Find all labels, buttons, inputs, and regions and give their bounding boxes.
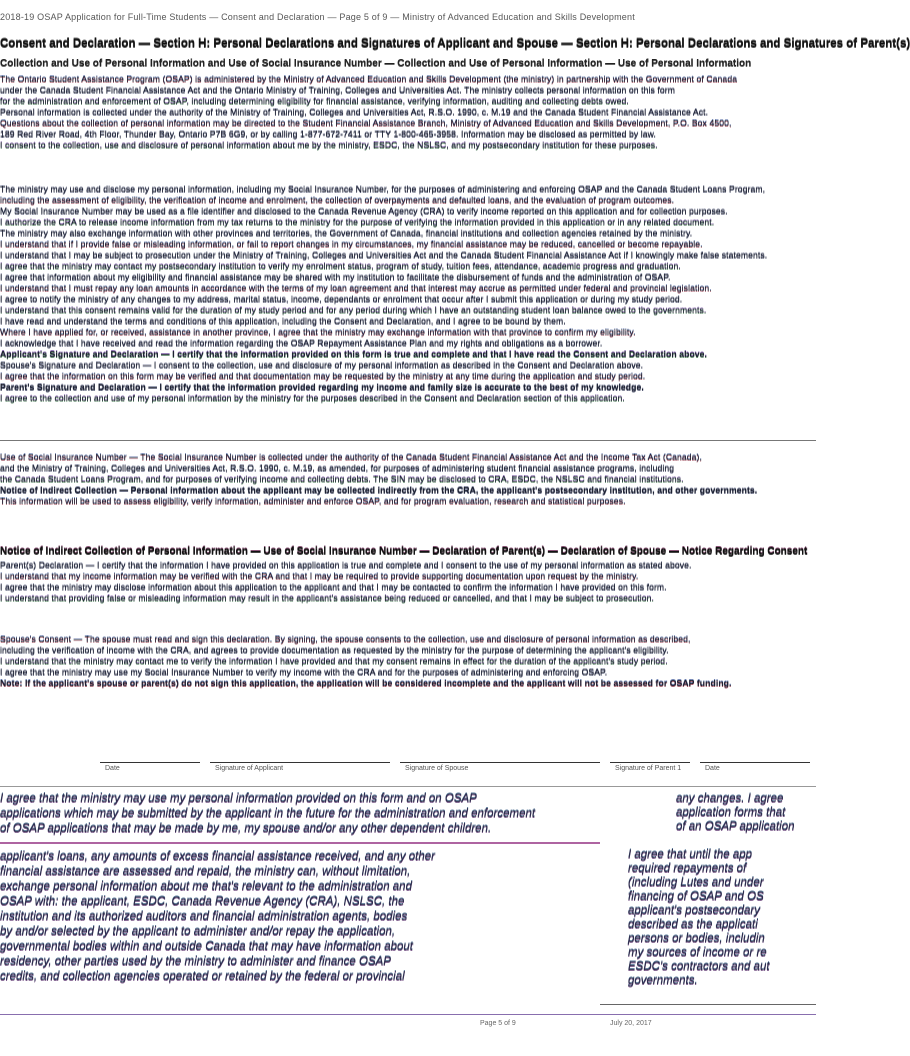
body-line: I understand that my income information may be verified with the CRA and that I may be required to provide supporting documentation upon request by the ministry.	[0, 571, 639, 581]
page-header: 2018-19 OSAP Application for Full-Time Students — Consent and Declaration — Page 5 of 9 — Ministry of Advanced Education and Skills Development	[0, 12, 635, 22]
parent-declaration-block	[0, 560, 816, 604]
body-line: I understand that I may be subject to prosecution under the Ministry of Training, Colleges and Universities Act and the Canada Student Financial Assistance Act if I knowingly make false statements.	[0, 250, 768, 260]
signature-label: Signature of Parent 1	[615, 765, 682, 772]
signature-label: Date	[705, 765, 720, 772]
page-title: Consent and Declaration — Section H: Personal Declarations and Signatures of Applicant and Spouse — Section H: Personal Declarations and Signatures of Parent(s)	[0, 38, 910, 50]
sin-block	[0, 452, 816, 507]
page-subtitle: Collection and Use of Personal Information and Use of Social Insurance Number — Collection and Use of Personal Information — Use of Personal Information	[0, 58, 752, 69]
body-line: The Ontario Student Assistance Program (OSAP) is administered by the Ministry of Advanced Education and Skills Development (the ministry) in partnership with the Government of Canada	[0, 74, 738, 84]
body-line: 189 Red River Road, 4th Floor, Thunder Bay, Ontario P7B 6G9, or by calling 1-877-672-7411 or TTY 1-800-465-3958. Information may be disclosed as permitted by law.	[0, 129, 656, 139]
page-number: Page 5 of 9	[480, 1020, 516, 1027]
body-line: My Social Insurance Number may be used as a file identifier and disclosed to the Canada Revenue Agency (CRA) to verify income reported on this application and for collection purposes.	[0, 206, 728, 216]
body-line: I understand that providing false or misleading information may result in the applicant's assistance being reduced or cancelled, and that I may be subject to prosecution.	[0, 593, 654, 603]
body-line: I agree that the information on this form may be verified and that documentation may be requested by the ministry at any time during the application and study period.	[0, 371, 646, 381]
body-line: and the Ministry of Training, Colleges and Universities Act, R.S.O. 1990, c. M.19, as amended, for purposes of administering student financial assistance programs, including	[0, 463, 675, 473]
body-line: Note: If the applicant's spouse or parent(s) do not sign this application, the application will be considered incomplete and the applicant will not be assessed for OSAP funding.	[0, 678, 732, 688]
consent-left-bottom	[0, 850, 600, 985]
page-date: July 20, 2017	[610, 1020, 652, 1027]
body-line: Where I have applied for, or received, assistance in another province, I agree that the ministry may exchange information with that province to confirm my eligibility.	[0, 327, 636, 337]
body-line: Spouse's Signature and Declaration — I consent to the collection, use and disclosure of my personal information as described in the Consent and Declaration above.	[0, 360, 644, 370]
body-line: I have read and understand the terms and conditions of this application, including the Consent and Declaration, and I agree to be bound by them.	[0, 316, 566, 326]
divider	[0, 1014, 816, 1015]
consent-line: described as the applicati	[628, 919, 758, 931]
signature-line-applicant[interactable]	[210, 762, 390, 763]
consent-line: financial assistance are assessed and repaid, the ministry can, without limitation,	[0, 866, 411, 878]
body-line: I agree to notify the ministry of any changes to my address, marital status, income, dependants or enrolment that occur after I submit this application or during my study period.	[0, 294, 683, 304]
consent-line: credits, and collection agencies operated or retained by the federal or provincial	[0, 971, 405, 983]
consent-line: of an OSAP application	[676, 821, 795, 833]
consent-line: governmental bodies within and outside Canada that may have information about	[0, 941, 413, 953]
body-line: I agree that the ministry may contact my postsecondary institution to verify my enrolment status, program of study, tuition fees, attendance, academic progress and graduation.	[0, 261, 681, 271]
consent-line: I agree that the ministry may use my personal information provided on this form and on OSAP	[0, 793, 477, 805]
consent-line: ESDC's contractors and aut	[628, 961, 770, 973]
declaration-block	[0, 184, 816, 404]
consent-line: my sources of income or re	[628, 947, 767, 959]
body-line: The ministry may use and disclose my personal information, including my Social Insurance Number, for the purposes of administering and enforcing OSAP and the Canada Student Loans Program,	[0, 184, 766, 194]
consent-line: exchange personal information about me that's relevant to the administration and	[0, 881, 412, 893]
body-line: I agree to the collection and use of my personal information by the ministry for the purposes described in the Consent and Declaration section of this application.	[0, 393, 625, 403]
body-line: I agree that the ministry may disclose information about this application to the applicant and that I may be contacted to confirm the information I have provided on this form.	[0, 582, 667, 592]
consent-line: application forms that	[676, 807, 786, 819]
consent-right-top	[676, 792, 816, 834]
body-line: Applicant's Signature and Declaration — I certify that the information provided on this form is true and complete and that I have read the Consent and Declaration above.	[0, 349, 708, 359]
divider	[0, 786, 816, 787]
consent-line: applicant's loans, any amounts of excess financial assistance received, and any other	[0, 851, 435, 863]
divider	[600, 1004, 816, 1005]
consent-line: institution and its authorized auditors and financial administration agents, bodies	[0, 911, 408, 923]
section-heading: Notice of Indirect Collection of Personal Information — Use of Social Insurance Number — Declaration of Parent(s) — Declaration of Spouse — Notice Regarding Consent	[0, 546, 808, 557]
consent-line: OSAP with: the applicant, ESDC, Canada Revenue Agency (CRA), NSLSC, the	[0, 896, 405, 908]
body-line: under the Canada Student Financial Assistance Act and the Ontario Ministry of Training, Colleges and Universities Act. The ministry collects personal information on this form	[0, 85, 675, 95]
body-line: including the verification of income with the CRA, and agrees to provide documentation as requested by the ministry for the purpose of determining the applicant's eligibility.	[0, 645, 669, 655]
body-line: Parent(s) Declaration — I certify that the information I have provided on this application is true and complete and I consent to the use of my personal information as stated above.	[0, 560, 692, 570]
body-line: Spouse's Consent — The spouse must read and sign this declaration. By signing, the spouse consents to the collection, use and disclosure of personal information as described,	[0, 634, 691, 644]
body-line: Personal information is collected under the authority of the Ministry of Training, Colleges and Universities Act, R.S.O. 1990, c. M.19 and the Canada Student Financial Assistance Act.	[0, 107, 709, 117]
signature-line-parent[interactable]	[610, 762, 690, 763]
body-line: Notice of Indirect Collection — Personal information about the applicant may be collected indirectly from the CRA, the applicant's postsecondary institution, and other governments.	[0, 485, 758, 495]
body-line: I consent to the collection, use and disclosure of personal information about me by the ministry, ESDC, the NSLSC, and my postsecondary institution for these purposes.	[0, 140, 658, 150]
consent-line: any changes. I agree	[676, 793, 784, 805]
signature-label: Signature of Spouse	[405, 765, 469, 772]
body-line: I understand that I must repay any loan amounts in accordance with the terms of my loan agreement and that interest may accrue as permitted under federal and provincial legislation.	[0, 283, 712, 293]
body-line: I understand that this consent remains valid for the duration of my study period and for any period during which I have an outstanding student loan balance owed to the governments.	[0, 305, 707, 315]
body-line: I agree that the ministry may use my Social Insurance Number to verify my income with the CRA and for the purposes of administering and enforcing OSAP.	[0, 667, 608, 677]
body-line: for the administration and enforcement of OSAP, including determining eligibility for financial assistance, verifying information, auditing and collecting debts owed.	[0, 96, 629, 106]
body-line: Questions about the collection of personal information may be directed to the Student Financial Assistance Branch, Ministry of Advanced Education and Skills Development, P.O. Box 4500,	[0, 118, 732, 128]
signature-label: Signature of Applicant	[215, 765, 284, 772]
signature-line-date-2[interactable]	[700, 762, 810, 763]
divider	[0, 440, 816, 441]
divider	[0, 842, 600, 844]
body-line: The ministry may also exchange information with other provinces and territories, the Government of Canada, financial institutions and collection agencies retained by the ministry.	[0, 228, 693, 238]
body-line: I agree that information about my eligibility and financial assistance may be shared with my institution to facilitate the disbursement of funds and the administration of OSAP.	[0, 272, 671, 282]
consent-line: I agree that until the app	[628, 849, 753, 861]
consent-right-bottom	[628, 848, 816, 988]
spouse-declaration-block	[0, 634, 816, 689]
consent-line: residency, other parties used by the ministry to administer and finance OSAP	[0, 956, 391, 968]
consent-left-top	[0, 792, 600, 837]
body-line: the Canada Student Loans Program, and for purposes of verifying income and collecting debts. The SIN may be disclosed to CRA, ESDC, the NSLSC and financial institutions.	[0, 474, 684, 484]
signature-line-spouse[interactable]	[400, 762, 600, 763]
consent-line: persons or bodies, includin	[628, 933, 765, 945]
consent-line: (including Lutes and under	[628, 877, 764, 889]
intro-block	[0, 74, 816, 151]
body-line: Use of Social Insurance Number — The Social Insurance Number is collected under the authority of the Canada Student Financial Assistance Act and the Income Tax Act (Canada),	[0, 452, 702, 462]
consent-line: governments.	[628, 975, 698, 987]
consent-line: applicant's postsecondary	[628, 905, 760, 917]
consent-line: by and/or selected by the applicant to administer and/or repay the application,	[0, 926, 396, 938]
consent-line: applications which may be submitted by the applicant in the future for the administration and enforcement	[0, 808, 536, 820]
consent-line: of OSAP applications that may be made by me, my spouse and/or any other dependent children.	[0, 823, 492, 835]
body-line: I authorize the CRA to release income information from my tax returns to the ministry for the purpose of verifying the information provided in this application or in any related document.	[0, 217, 715, 227]
consent-line: financing of OSAP and OS	[628, 891, 764, 903]
body-line: including the assessment of eligibility, the verification of income and enrolment, the collection of overpayments and defaulted loans, and the evaluation of program outcomes.	[0, 195, 675, 205]
signature-label: Date	[105, 765, 120, 772]
body-line: Parent's Signature and Declaration — I certify that the information provided regarding my income and family size is accurate to the best of my knowledge.	[0, 382, 644, 392]
body-line: I understand that if I provide false or misleading information, or fail to report changes in my circumstances, my financial assistance may be reduced, cancelled or become repayable.	[0, 239, 703, 249]
consent-line: required repayments of	[628, 863, 747, 875]
body-line: This information will be used to assess eligibility, verify information, administer and enforce OSAP, and for program evaluation, research and statistical purposes.	[0, 496, 626, 506]
signature-line-date[interactable]	[100, 762, 200, 763]
body-line: I understand that the ministry may contact me to verify the information I have provided and that my consent remains in effect for the duration of the applicant's study period.	[0, 656, 668, 666]
body-line: I acknowledge that I have received and read the information regarding the OSAP Repayment Assistance Plan and my rights and obligations as a borrower.	[0, 338, 603, 348]
